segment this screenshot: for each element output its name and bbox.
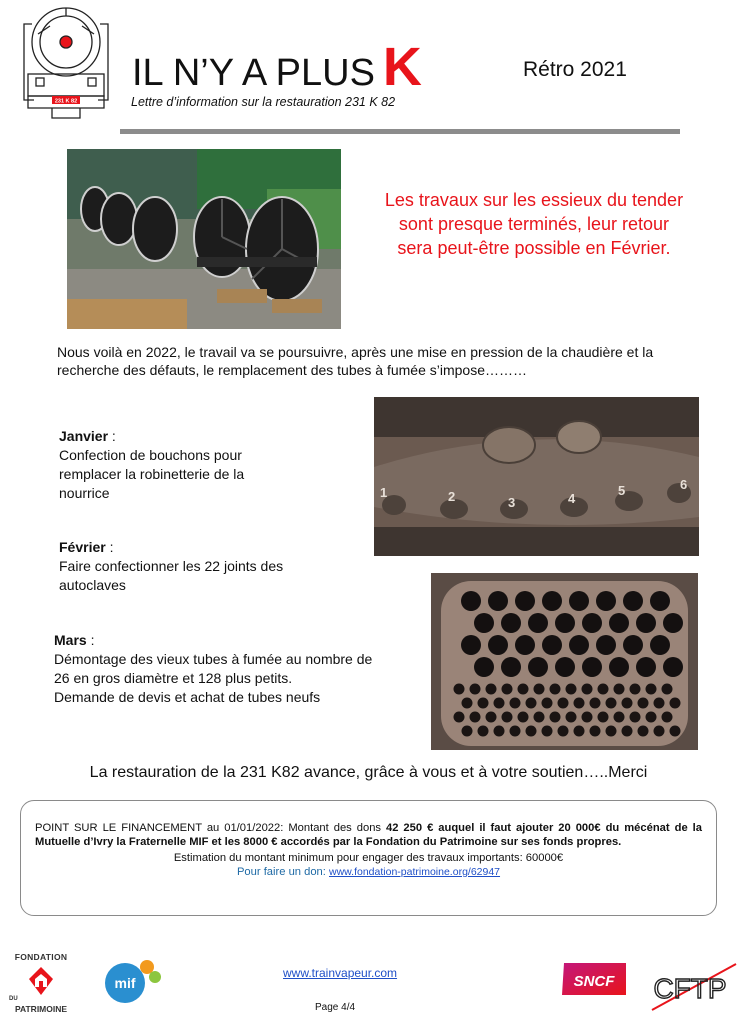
small-tube-hole [566,684,577,695]
financing-intro: POINT SUR LE FINANCEMENT au 01/01/2022: Montant des dons [35,822,386,834]
month-text: Faire confectionner les 22 joints des autoclaves [59,558,284,593]
large-tube-hole [515,635,535,655]
mif-logo [101,955,163,1005]
small-tube-hole [630,684,641,695]
header-divider [120,129,680,134]
small-tube-hole [606,698,617,709]
small-tube-hole [614,684,625,695]
manifold-photo [374,397,699,556]
small-tube-hole [494,726,505,737]
small-tube-hole [534,684,545,695]
fp-house-icon [28,966,54,996]
small-tube-hole [598,712,609,723]
small-tube-hole [574,726,585,737]
month-name: Janvier [59,428,109,444]
manifold-mark: 1 [380,485,388,500]
large-tube-hole [636,613,656,633]
donate-link[interactable]: www.fondation-patrimoine.org/62947 [329,866,501,878]
donate-label: Pour faire un don: [236,866,329,878]
small-tube-hole [646,684,657,695]
month-fevrier [59,538,289,595]
large-tube-hole [663,613,683,633]
tender-axles-photo [67,149,341,329]
logo-plate-text: 231 K 82 [54,98,78,105]
large-tube-hole [461,635,481,655]
large-tube-hole [609,613,629,633]
small-tube-hole [518,712,529,723]
small-tube-hole [542,698,553,709]
small-tube-hole [598,684,609,695]
large-tube-hole [474,657,494,677]
small-tube-hole [646,712,657,723]
small-tube-hole [582,712,593,723]
intro-paragraph: Nous voilà en 2022, le travail va se poursuivre, après une mise en pression de la chaudière et la recherche des défauts, le remplacement des tubes à fumée s’impose……… [57,344,654,378]
large-tube-hole [501,657,521,677]
newsletter-subtitle: Lettre d’information sur la restauration 231 K 82 [131,95,396,109]
small-tube-hole [566,712,577,723]
month-text: Confection de bouchons pour remplacer la robinetterie de la nourrice [59,447,245,501]
small-tube-hole [526,698,537,709]
small-tube-hole [582,684,593,695]
fp-logo-bottom: PATRIMOINE [14,1004,68,1014]
month-name: Mars [54,632,87,648]
financing-text [35,821,702,849]
manifold-mark: 4 [568,491,576,506]
small-tube-hole [574,698,585,709]
large-tube-hole [542,591,562,611]
large-tube-hole [528,613,548,633]
small-tube-hole [662,684,673,695]
small-tube-hole [462,698,473,709]
small-tube-hole [502,684,513,695]
donate-line [35,865,702,879]
small-tube-hole [662,712,673,723]
small-tube-hole [478,726,489,737]
fp-logo-top: FONDATION [14,952,68,962]
small-tube-hole [502,712,513,723]
small-tube-hole [606,726,617,737]
headline-red: Les travaux sur les essieux du tender sont presque terminés, leur retour sera peut-être possible en Février. [384,190,684,258]
donations-amount: 42 250 € [386,822,434,834]
large-tube-hole [555,613,575,633]
small-tube-hole [670,698,681,709]
small-tube-hole [454,684,465,695]
small-tube-hole [462,726,473,737]
large-tube-hole [542,635,562,655]
small-tube-hole [654,726,665,737]
cftp-logo-text: CFTP [653,973,727,1004]
thanks-line: La restauration de la 231 K82 avance, grâce à vous et à votre soutien…..Merci [89,764,648,781]
small-tube-hole [542,726,553,737]
small-tube-hole [622,698,633,709]
large-tube-hole [488,591,508,611]
fp-logo-du: DU [9,996,18,1002]
locomotive-logo [22,4,110,122]
small-tube-hole [670,726,681,737]
financing-box [20,800,717,916]
financing-details: auquel il faut ajouter 20 000€ du mécénat de la Mutuelle d’Ivry la Fraternelle MIF et les 8000 € accordés par la Fondation du Patrimoine sur ses fonds propres. [35,822,702,848]
small-tube-hole [558,726,569,737]
large-tube-hole [596,635,616,655]
small-tube-hole [518,684,529,695]
month-name: Février [59,539,106,555]
footer-website-link[interactable]: www.trainvapeur.com [283,966,398,980]
large-tube-hole [488,635,508,655]
small-tube-hole [630,712,641,723]
small-tube-hole [550,684,561,695]
manifold-mark: 6 [680,477,688,492]
large-tube-hole [555,657,575,677]
large-tube-hole [569,635,589,655]
small-tube-hole [550,712,561,723]
large-tube-hole [501,613,521,633]
month-text-2: Demande de devis et achat de tubes neufs [54,689,321,705]
large-tube-hole [582,657,602,677]
large-tube-hole [515,591,535,611]
manifold-mark: 5 [618,483,626,498]
small-tube-hole [494,698,505,709]
large-tube-hole [623,635,643,655]
sncf-logo-text: SNCF [573,973,615,990]
month-janvier [59,427,289,503]
large-tube-hole [650,591,670,611]
large-tube-hole [474,613,494,633]
small-tube-hole [478,698,489,709]
large-tube-hole [569,591,589,611]
small-tube-hole [470,684,481,695]
large-tube-hole [650,635,670,655]
financing-estimate: Estimation du montant minimum pour engager des travaux importants: 60000€ [173,852,564,864]
sncf-logo [560,961,628,997]
month-separator: : [108,428,116,444]
small-tube-hole [622,726,633,737]
large-tube-hole [461,591,481,611]
month-separator: : [105,539,114,555]
small-tube-hole [614,712,625,723]
large-tube-hole [636,657,656,677]
small-tube-hole [510,726,521,737]
mif-logo-text: mif [114,975,136,991]
small-tube-hole [590,726,601,737]
small-tube-hole [454,712,465,723]
month-separator: : [86,632,95,648]
page-number: Page 4/4 [315,1002,356,1013]
small-tube-hole [470,712,481,723]
small-tube-hole [486,684,497,695]
large-tube-hole [528,657,548,677]
small-tube-hole [510,698,521,709]
title-text: IL N’Y A PLUS [132,52,375,94]
small-tube-hole [526,726,537,737]
month-mars [54,631,374,707]
newsletter-title [132,37,422,97]
tube-plate-photo [431,573,698,750]
small-tube-hole [638,698,649,709]
cftp-logo [650,958,737,1018]
month-text: Démontage des vieux tubes à fumée au nombre de 26 en gros diamètre et 128 plus petits. [54,651,373,686]
large-tube-hole [663,657,683,677]
large-tube-hole [623,591,643,611]
title-k-letter: K [382,37,422,97]
edition-label: Rétro 2021 [523,58,627,81]
fondation-patrimoine-logo [6,952,76,1016]
manifold-mark: 3 [508,495,516,510]
small-tube-hole [486,712,497,723]
small-tube-hole [638,726,649,737]
large-tube-hole [609,657,629,677]
small-tube-hole [558,698,569,709]
small-tube-hole [654,698,665,709]
small-tube-hole [534,712,545,723]
large-tube-hole [596,591,616,611]
small-tube-hole [590,698,601,709]
large-tube-hole [582,613,602,633]
manifold-mark: 2 [448,489,456,504]
